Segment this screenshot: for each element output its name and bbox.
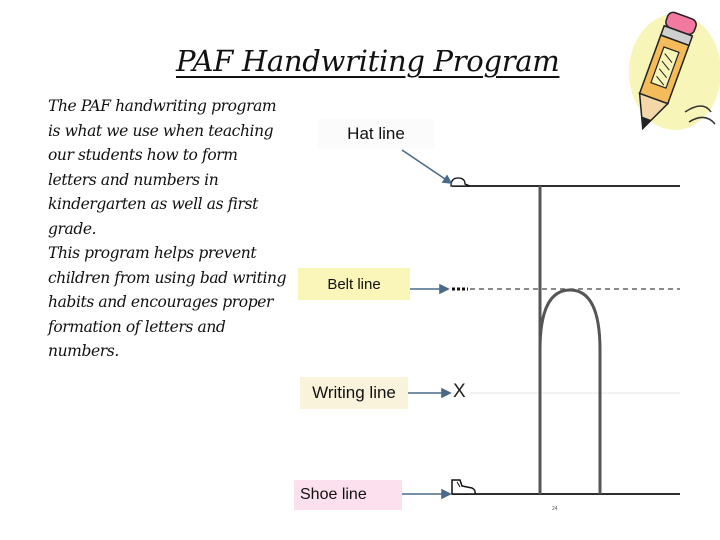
slide-title: PAF Handwriting Program <box>176 44 560 78</box>
writing-line-label: Writing line <box>300 377 408 409</box>
pencil-icon <box>615 0 720 160</box>
page-number: 24 <box>552 506 558 512</box>
hat-arrow <box>402 150 451 183</box>
belt-line-label: Belt line <box>298 268 410 300</box>
body-text <box>48 94 288 364</box>
body-paragraph-2: This program helps prevent children from using bad writing habits and encourages proper formation of letters and numbers. <box>48 244 287 360</box>
writing-line-marker: X <box>453 381 466 402</box>
shoe-line-label: Shoe line <box>294 480 402 510</box>
body-paragraph-1: The PAF handwriting program is what we use when teaching our students how to form letters and numbers in kindergarten as well as first grade. <box>48 97 277 238</box>
letter-arch <box>540 290 600 494</box>
hat-line-label: Hat line <box>318 119 434 149</box>
hat-icon <box>451 178 470 186</box>
shoe-icon <box>452 480 475 494</box>
